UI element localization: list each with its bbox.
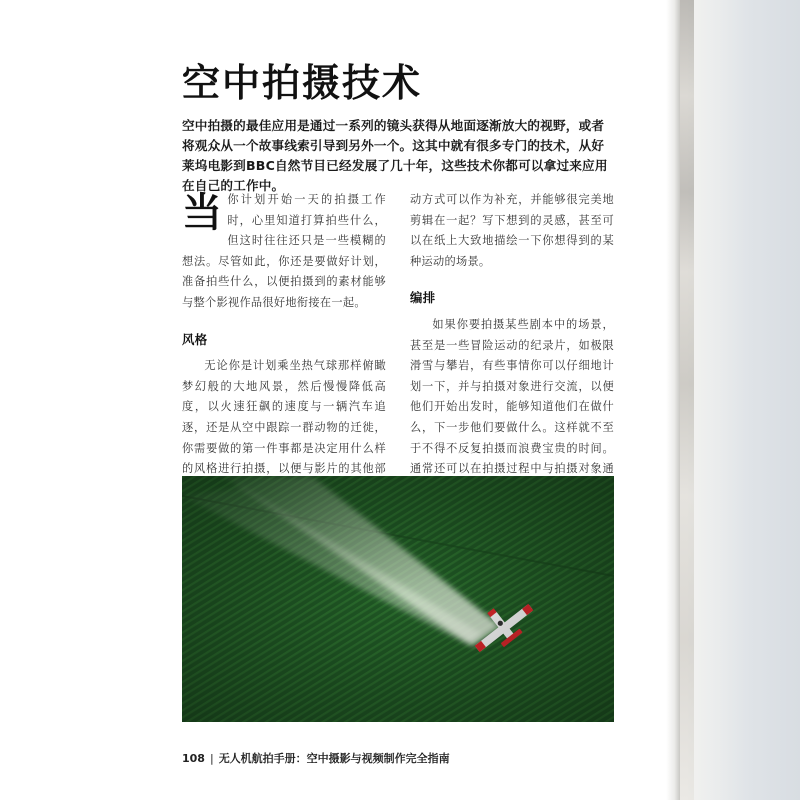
page-gutter-shadow xyxy=(666,0,680,800)
right-column xyxy=(410,190,614,500)
adjacent-page xyxy=(678,0,800,800)
aerial-photo-illustration xyxy=(182,476,614,722)
drop-cap: 当 xyxy=(182,190,223,236)
subheading-style: 风格 xyxy=(182,331,208,347)
continuation-paragraph: 动方式可以作为补充，并能够很完美地剪辑在一起？写下想到的灵感，甚至可以在纸上大致地描绘一下你想得到的某种运动的场景。 xyxy=(410,193,614,268)
page-footer xyxy=(182,750,450,766)
adjacent-page-tree-edge xyxy=(680,0,694,800)
page-title: 空中拍摄技术 xyxy=(182,61,423,105)
opening-paragraph xyxy=(182,190,386,314)
adjacent-page-photo xyxy=(688,0,800,800)
footer-separator: | xyxy=(209,752,214,765)
arrange-paragraph: 如果你要拍摄某些剧本中的场景，甚至是一些冒险运动的纪录片，如极限滑雪与攀岩，有些事情你可以仔细地计划一下，并与拍摄对象进行交流，以便他们开始出发时，能够知道他们在做什么，下一步他们要做什么。这样就不至于不得不反复拍摄而浪费宝贵的时间。通常还可以在拍摄过程中与拍摄对象通 xyxy=(410,317,614,476)
left-column xyxy=(182,190,386,521)
book-title: 无人机航拍手册：空中摄影与视频制作完全指南 xyxy=(218,752,450,765)
subheading-arrange: 编排 xyxy=(410,290,436,306)
opening-text: 你计划开始一天的拍摄工作时，心里知道打算拍些什么，但这时往往还只是一些模糊的想法。尽管如此，你还是要做好计划，准备拍些什么，以便拍摄到的素材能够与整个影视作品很好地衔接在一起。 xyxy=(182,193,386,309)
intro-paragraph: 空中拍摄的最佳应用是通过一系列的镜头获得从地面逐渐放大的视野，或者将观众从一个故事线索引导到另外一个。这其中就有很多专门的技术，从好莱坞电影到BBC自然节目已经发展了几十年，这些技术你都可以拿过来应用在自己的工作中。 xyxy=(182,118,608,193)
style-paragraph: 无论你是计划乘坐热气球那样俯瞰梦幻般的大地风景，然后慢慢降低高度，以火速狂飙的速度与一辆汽车追逐，还是从空中跟踪一群动物的迁徙，你需要做的第一件事都是决定用什么样的风格进行拍摄，以便与影片的其他部 xyxy=(182,359,386,476)
page-number: 108 xyxy=(182,752,205,765)
crop-duster-photo xyxy=(182,476,614,722)
